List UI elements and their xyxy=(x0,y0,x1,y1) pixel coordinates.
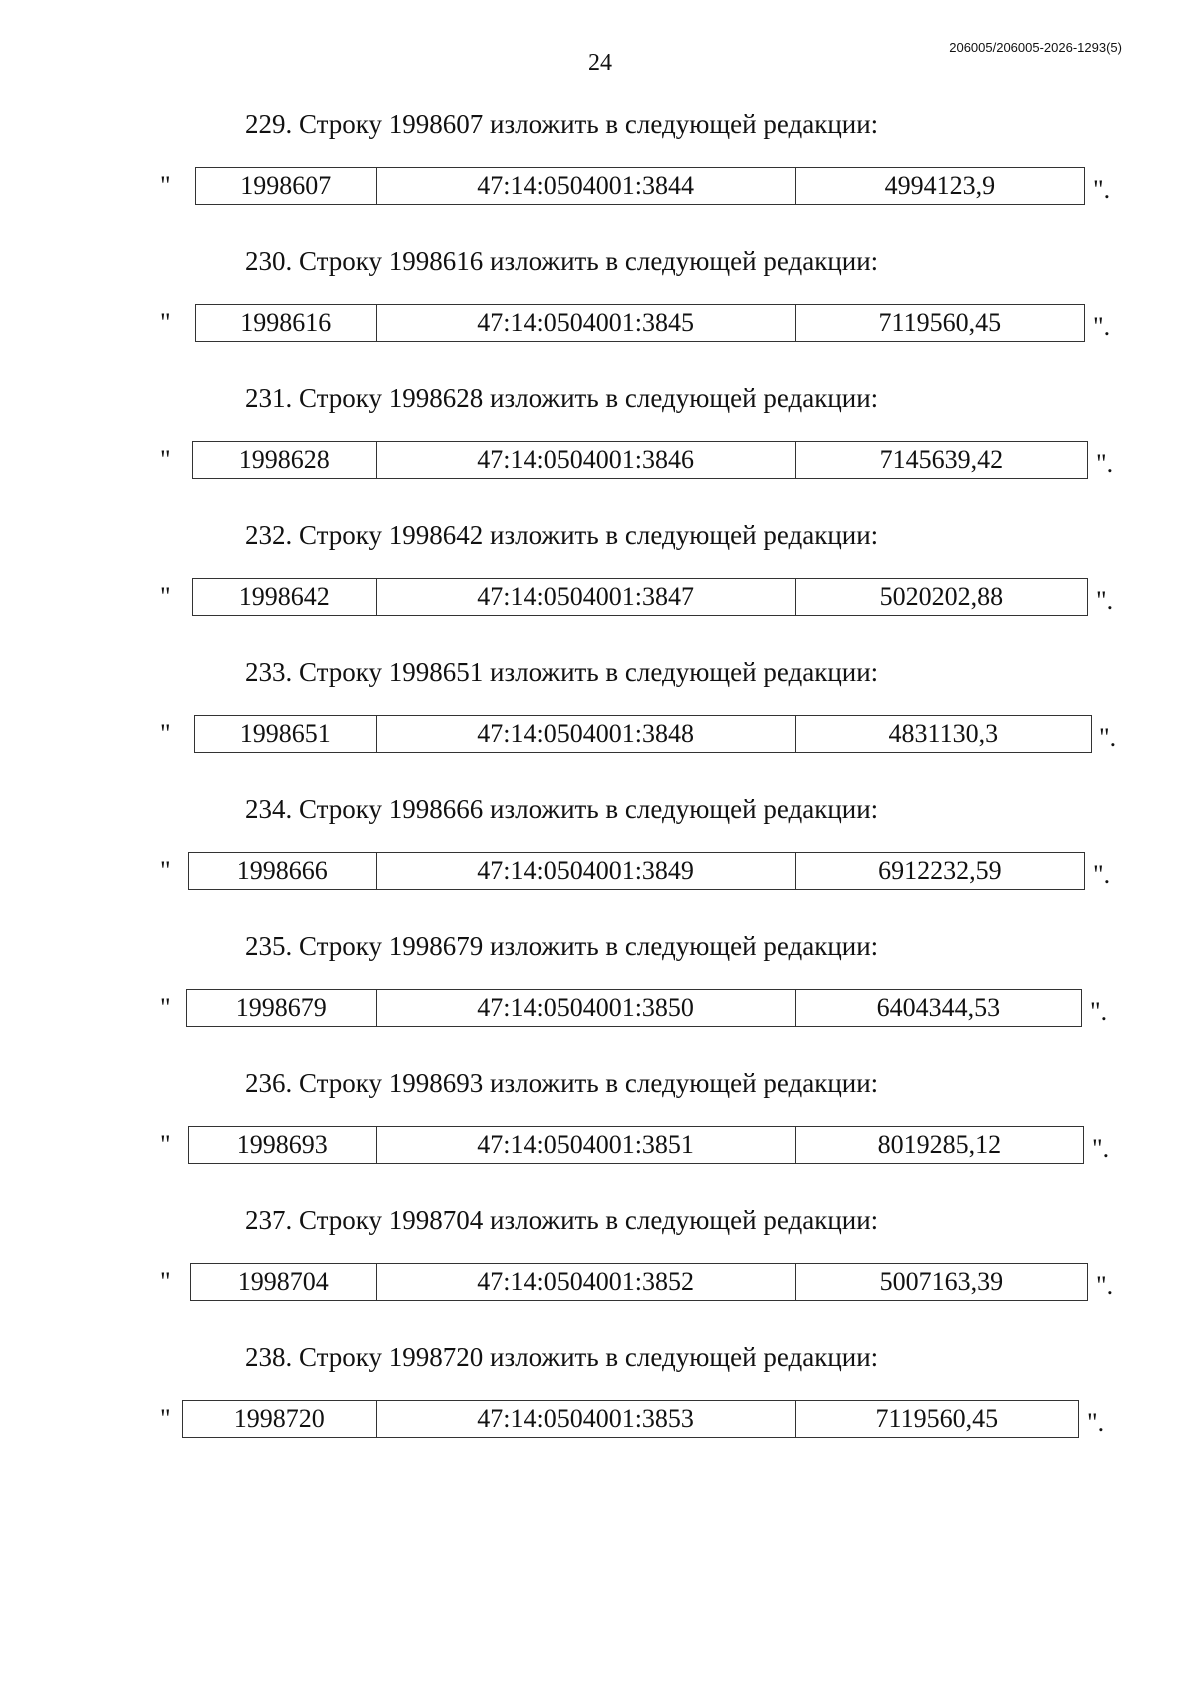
amendment-entry xyxy=(0,381,1200,511)
cadastral-number-cell: 47:14:0504001:3852 xyxy=(376,1264,795,1300)
registry-row-table xyxy=(182,1400,1079,1438)
value-cell: 6912232,59 xyxy=(795,853,1084,889)
registry-row-table xyxy=(190,1263,1088,1301)
amendment-instruction: 233. Строку 1998651 изложить в следующей редакции: xyxy=(245,657,879,687)
registry-row-table xyxy=(195,167,1085,205)
page-number: 24 xyxy=(588,50,612,76)
amendment-entry xyxy=(0,1203,1200,1333)
amendment-entry xyxy=(0,1066,1200,1196)
opening-quote: " xyxy=(160,1130,171,1159)
opening-quote: " xyxy=(160,993,171,1022)
value-cell: 4831130,3 xyxy=(795,716,1091,752)
amendment-instruction: 237. Строку 1998704 изложить в следующей редакции: xyxy=(245,1205,879,1235)
closing-quote: ". xyxy=(1096,449,1114,478)
row-number-cell: 1998642 xyxy=(238,582,330,611)
registry-row-table xyxy=(188,1126,1084,1164)
cadastral-number-cell: 47:14:0504001:3849 xyxy=(376,853,795,889)
registry-row-table xyxy=(192,578,1088,616)
amendment-instruction: 235. Строку 1998679 изложить в следующей редакции: xyxy=(245,931,879,961)
opening-quote: " xyxy=(160,308,171,337)
value-cell: 4994123,9 xyxy=(795,168,1084,204)
amendment-entry xyxy=(0,1340,1200,1470)
closing-quote: ". xyxy=(1096,586,1114,615)
registry-row-table xyxy=(192,441,1088,479)
amendment-entry xyxy=(0,518,1200,648)
value-cell: 7119560,45 xyxy=(795,1401,1078,1437)
opening-quote: " xyxy=(160,445,171,474)
opening-quote: " xyxy=(160,1267,171,1296)
registry-row-table xyxy=(188,852,1085,890)
row-number-cell: 1998679 xyxy=(235,993,327,1022)
row-number-cell: 1998720 xyxy=(233,1404,325,1433)
cadastral-number-cell: 47:14:0504001:3848 xyxy=(376,716,795,752)
cadastral-number-cell: 47:14:0504001:3850 xyxy=(376,990,795,1026)
closing-quote: ". xyxy=(1093,860,1111,889)
row-number-cell: 1998628 xyxy=(238,445,330,474)
opening-quote: " xyxy=(160,1404,171,1433)
row-number-cell: 1998704 xyxy=(237,1267,329,1296)
amendment-instruction: 236. Строку 1998693 изложить в следующей редакции: xyxy=(245,1068,879,1098)
amendment-instruction: 234. Строку 1998666 изложить в следующей редакции: xyxy=(245,794,879,824)
row-number-cell: 1998651 xyxy=(239,719,331,748)
amendment-instruction: 229. Строку 1998607 изложить в следующей редакции: xyxy=(245,109,879,139)
opening-quote: " xyxy=(160,171,171,200)
row-number-cell: 1998616 xyxy=(240,308,332,337)
closing-quote: ". xyxy=(1093,312,1111,341)
closing-quote: ". xyxy=(1099,723,1117,752)
closing-quote: ". xyxy=(1087,1408,1105,1437)
cadastral-number-cell: 47:14:0504001:3847 xyxy=(376,579,795,615)
amendment-instruction: 231. Строку 1998628 изложить в следующей редакции: xyxy=(245,383,879,413)
amendment-entry xyxy=(0,244,1200,374)
cadastral-number-cell: 47:14:0504001:3844 xyxy=(376,168,795,204)
amendment-entry xyxy=(0,929,1200,1059)
amendment-entry xyxy=(0,792,1200,922)
document-reference: 206005/206005-2026-1293(5) xyxy=(949,40,1122,55)
value-cell: 5007163,39 xyxy=(795,1264,1087,1300)
value-cell: 6404344,53 xyxy=(795,990,1081,1026)
value-cell: 7119560,45 xyxy=(795,305,1084,341)
row-number-cell: 1998607 xyxy=(240,171,332,200)
cadastral-number-cell: 47:14:0504001:3845 xyxy=(376,305,795,341)
cadastral-number-cell: 47:14:0504001:3853 xyxy=(376,1401,795,1437)
registry-row-table xyxy=(194,715,1092,753)
closing-quote: ". xyxy=(1092,1134,1110,1163)
value-cell: 5020202,88 xyxy=(795,579,1087,615)
amendment-instruction: 230. Строку 1998616 изложить в следующей редакции: xyxy=(245,246,879,276)
value-cell: 8019285,12 xyxy=(795,1127,1083,1163)
opening-quote: " xyxy=(160,719,171,748)
cadastral-number-cell: 47:14:0504001:3846 xyxy=(376,442,795,478)
closing-quote: ". xyxy=(1090,997,1108,1026)
registry-row-table xyxy=(195,304,1085,342)
closing-quote: ". xyxy=(1096,1271,1114,1300)
registry-row-table xyxy=(186,989,1082,1027)
value-cell: 7145639,42 xyxy=(795,442,1087,478)
amendment-instruction: 238. Строку 1998720 изложить в следующей редакции: xyxy=(245,1342,879,1372)
closing-quote: ". xyxy=(1093,175,1111,204)
amendment-entry xyxy=(0,655,1200,785)
amendment-entry xyxy=(0,107,1200,237)
row-number-cell: 1998693 xyxy=(236,1130,328,1159)
cadastral-number-cell: 47:14:0504001:3851 xyxy=(376,1127,795,1163)
row-number-cell: 1998666 xyxy=(236,856,328,885)
amendment-instruction: 232. Строку 1998642 изложить в следующей редакции: xyxy=(245,520,879,550)
opening-quote: " xyxy=(160,582,171,611)
opening-quote: " xyxy=(160,856,171,885)
